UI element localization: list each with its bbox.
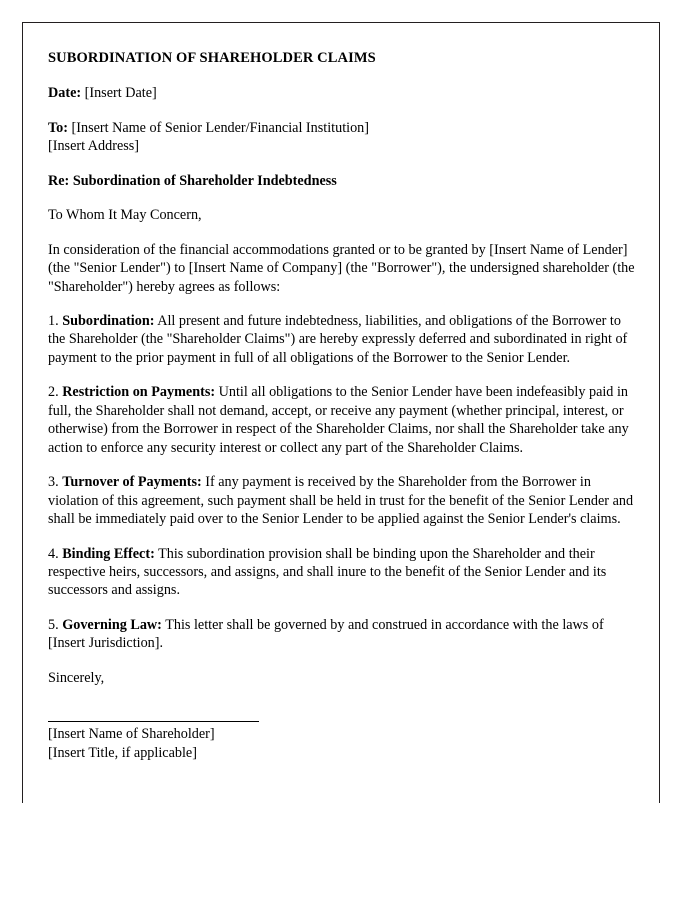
clause-2-number: 2.	[48, 384, 59, 401]
signature-line	[48, 721, 259, 722]
clause-3-number: 3.	[48, 474, 59, 491]
clause-2-text: Until all obligations to the Senior Lender have been indefeasibly paid in full, the Shareholder shall not demand, accept, or receive any payment (whether principal, interest, or otherwise) from the Borrower in respect of the Shareholder Claims, nor shall the Shareholder take any action to enforce any security interest or collect any part of the Shareholder Claims.	[48, 384, 629, 456]
clause-1-text: All present and future indebtedness, liabilities, and obligations of the Borrower to the Shareholder (the "Shareholder Claims") are hereby expressly deferred and subordinated in right of payment to the prior payment in full of all obligations of the Borrower to the Senior Lender.	[48, 313, 628, 366]
clause-3-title: Turnover of Payments:	[62, 474, 202, 491]
date-label: Date:	[48, 85, 82, 102]
clause-4-title: Binding Effect:	[62, 545, 155, 562]
salutation: To Whom It May Concern,	[48, 207, 202, 224]
clause-3	[48, 473, 637, 528]
clause-4	[48, 545, 637, 600]
clause-1-number: 1.	[48, 313, 59, 330]
clause-4-text: This subordination provision shall be binding upon the Shareholder and their respective heirs, successors, and assigns, and shall inure to the benefit of the Senior Lender and its successors and assigns.	[48, 545, 607, 599]
clause-2-title: Restriction on Payments:	[62, 384, 216, 401]
recipient-label: To:	[48, 119, 68, 136]
date-value: [Insert Date]	[84, 85, 157, 102]
clause-5-number: 5.	[48, 616, 59, 633]
preamble-paragraph: In consideration of the financial accommodations granted or to be granted by [Insert Name of Lender] (the "Senior Lender") to [Insert Name of Company] (the "Borrower"), the undersigned shareholder (the "Shareholder") hereby agrees as follows:	[48, 241, 635, 295]
clause-5	[48, 616, 637, 653]
document-body	[48, 50, 637, 762]
clause-5-title: Governing Law:	[62, 616, 162, 633]
date-line	[48, 84, 637, 102]
subject-line: Re: Subordination of Shareholder Indebtedness	[48, 172, 337, 189]
document-page	[22, 22, 660, 803]
clause-1-title: Subordination:	[62, 313, 155, 330]
document-title: SUBORDINATION OF SHAREHOLDER CLAIMS	[48, 50, 376, 66]
recipient-name: [Insert Name of Senior Lender/Financial Institution]	[71, 119, 369, 136]
clause-4-number: 4.	[48, 545, 59, 562]
clause-1	[48, 312, 637, 367]
signature-name: [Insert Name of Shareholder]	[48, 726, 215, 743]
clause-5-text: This letter shall be governed by and construed in accordance with the laws of [Insert Jurisdiction].	[48, 616, 604, 652]
recipient-address: [Insert Address]	[48, 138, 140, 155]
clause-3-text: If any payment is received by the Shareholder from the Borrower in violation of this agreement, such payment shall be held in trust for the benefit of the Senior Lender and shall be immediately paid over to the Senior Lender to be applied against the Senior Lender's claims.	[48, 474, 634, 528]
signature-title: [Insert Title, if applicable]	[48, 744, 197, 761]
closing-salutation: Sincerely,	[48, 669, 105, 686]
clause-2	[48, 383, 637, 457]
recipient-block	[48, 119, 637, 156]
